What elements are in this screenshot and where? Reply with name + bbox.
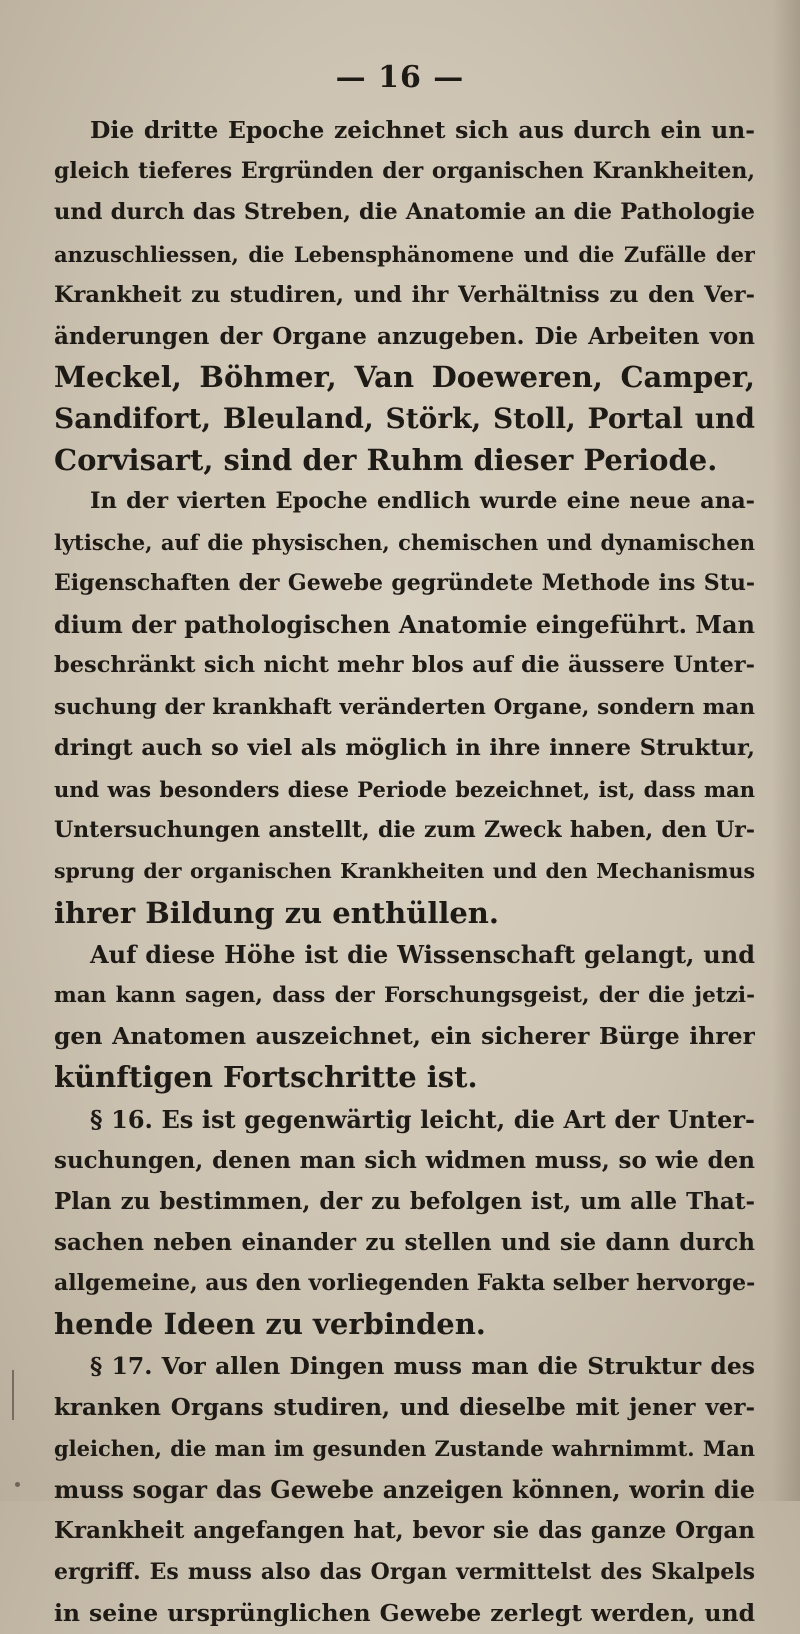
text-line: allgemeine, aus den vorliegenden Fakta selber hervorge-: [54, 1270, 755, 1297]
text-line: Corvisart, sind der Ruhm dieser Periode.: [54, 442, 718, 477]
text-line: § 16. Es ist gegenwärtig leicht, die Art der Unter-: [90, 1104, 755, 1134]
text-line: Plan zu bestimmen, der zu befolgen ist, um alle That-: [54, 1187, 755, 1215]
text-line: gleichen, die man im gesunden Zustande wahrnimmt. Man: [54, 1436, 755, 1461]
text-line: lytische, auf die physischen, chemischen und dynamischen: [54, 529, 755, 555]
text-line: änderungen der Organe anzugeben. Die Arbeiten von: [54, 322, 755, 350]
text-line: Untersuchungen anstellt, die zum Zweck haben, den Ur-: [54, 817, 755, 844]
text-line: § 17. Vor allen Dingen muss man die Struktur des: [90, 1351, 755, 1380]
margin-mark: [12, 1370, 14, 1420]
text-line: Krankheit zu studiren, und ihr Verhältniss zu den Ver-: [54, 281, 755, 308]
page-edge-shadow: [772, 0, 800, 1501]
text-line: hende Ideen zu verbinden.: [54, 1307, 486, 1342]
text-line: Die dritte Epoche zeichnet sich aus durch ein un-: [90, 116, 755, 144]
text-line: kranken Organs studiren, und dieselbe mit jener ver-: [54, 1393, 755, 1421]
margin-dot: [15, 1482, 20, 1487]
text-line: sachen neben einander zu stellen und sie dann durch: [54, 1229, 755, 1257]
text-line: gen Anatomen auszeichnet, ein sicherer Bürge ihrer: [54, 1022, 755, 1051]
text-line: und was besonders diese Periode bezeichnet, ist, dass man: [54, 777, 755, 802]
text-line: gleich tieferes Ergründen der organischen Krankheiten,: [54, 158, 755, 185]
text-line: anzuschliessen, die Lebensphänomene und die Zufälle der: [54, 241, 755, 267]
text-line: ergriff. Es muss also das Organ vermittelst des Skalpels: [54, 1558, 755, 1585]
text-line: beschränkt sich nicht mehr blos auf die äussere Unter-: [54, 652, 755, 679]
text-line: in seine ursprünglichen Gewebe zerlegt werden, und: [54, 1598, 755, 1627]
body-text: [40, 110, 755, 1634]
text-line: suchungen, denen man sich widmen muss, so wie den: [54, 1146, 755, 1174]
text-line: In der vierten Epoche endlich wurde eine neue ana-: [90, 487, 755, 514]
text-line: Meckel, Böhmer, Van Doeweren, Camper,: [54, 360, 755, 395]
text-line: und durch das Streben, die Anatomie an die Pathologie: [54, 199, 755, 226]
text-line: Krankheit angefangen hat, bevor sie das ganze Organ: [54, 1517, 755, 1545]
page-number: — 16 —: [335, 60, 465, 95]
text-line: man kann sagen, dass der Forschungsgeist, der die jetzi-: [54, 982, 755, 1008]
text-line: Sandifort, Bleuland, Störk, Stoll, Portal und: [54, 402, 755, 436]
text-line: Auf diese Höhe ist die Wissenschaft gelangt, und: [90, 939, 755, 969]
text-line: sprung der organischen Krankheiten und den Mechanismus: [54, 859, 755, 884]
text-line: suchung der krankhaft veränderten Organe, sondern man: [54, 694, 755, 720]
text-line: muss sogar das Gewebe anzeigen können, worin die: [54, 1475, 755, 1505]
text-line: ihrer Bildung zu enthüllen.: [54, 895, 499, 930]
text-line: Eigenschaften der Gewebe gegründete Methode ins Stu-: [54, 570, 755, 597]
text-line: künftigen Fortschritte ist.: [54, 1060, 478, 1095]
text-line: dringt auch so viel als möglich in ihre innere Struktur,: [54, 734, 755, 761]
text-line: dium der pathologischen Anatomie eingeführt. Man: [54, 610, 755, 640]
